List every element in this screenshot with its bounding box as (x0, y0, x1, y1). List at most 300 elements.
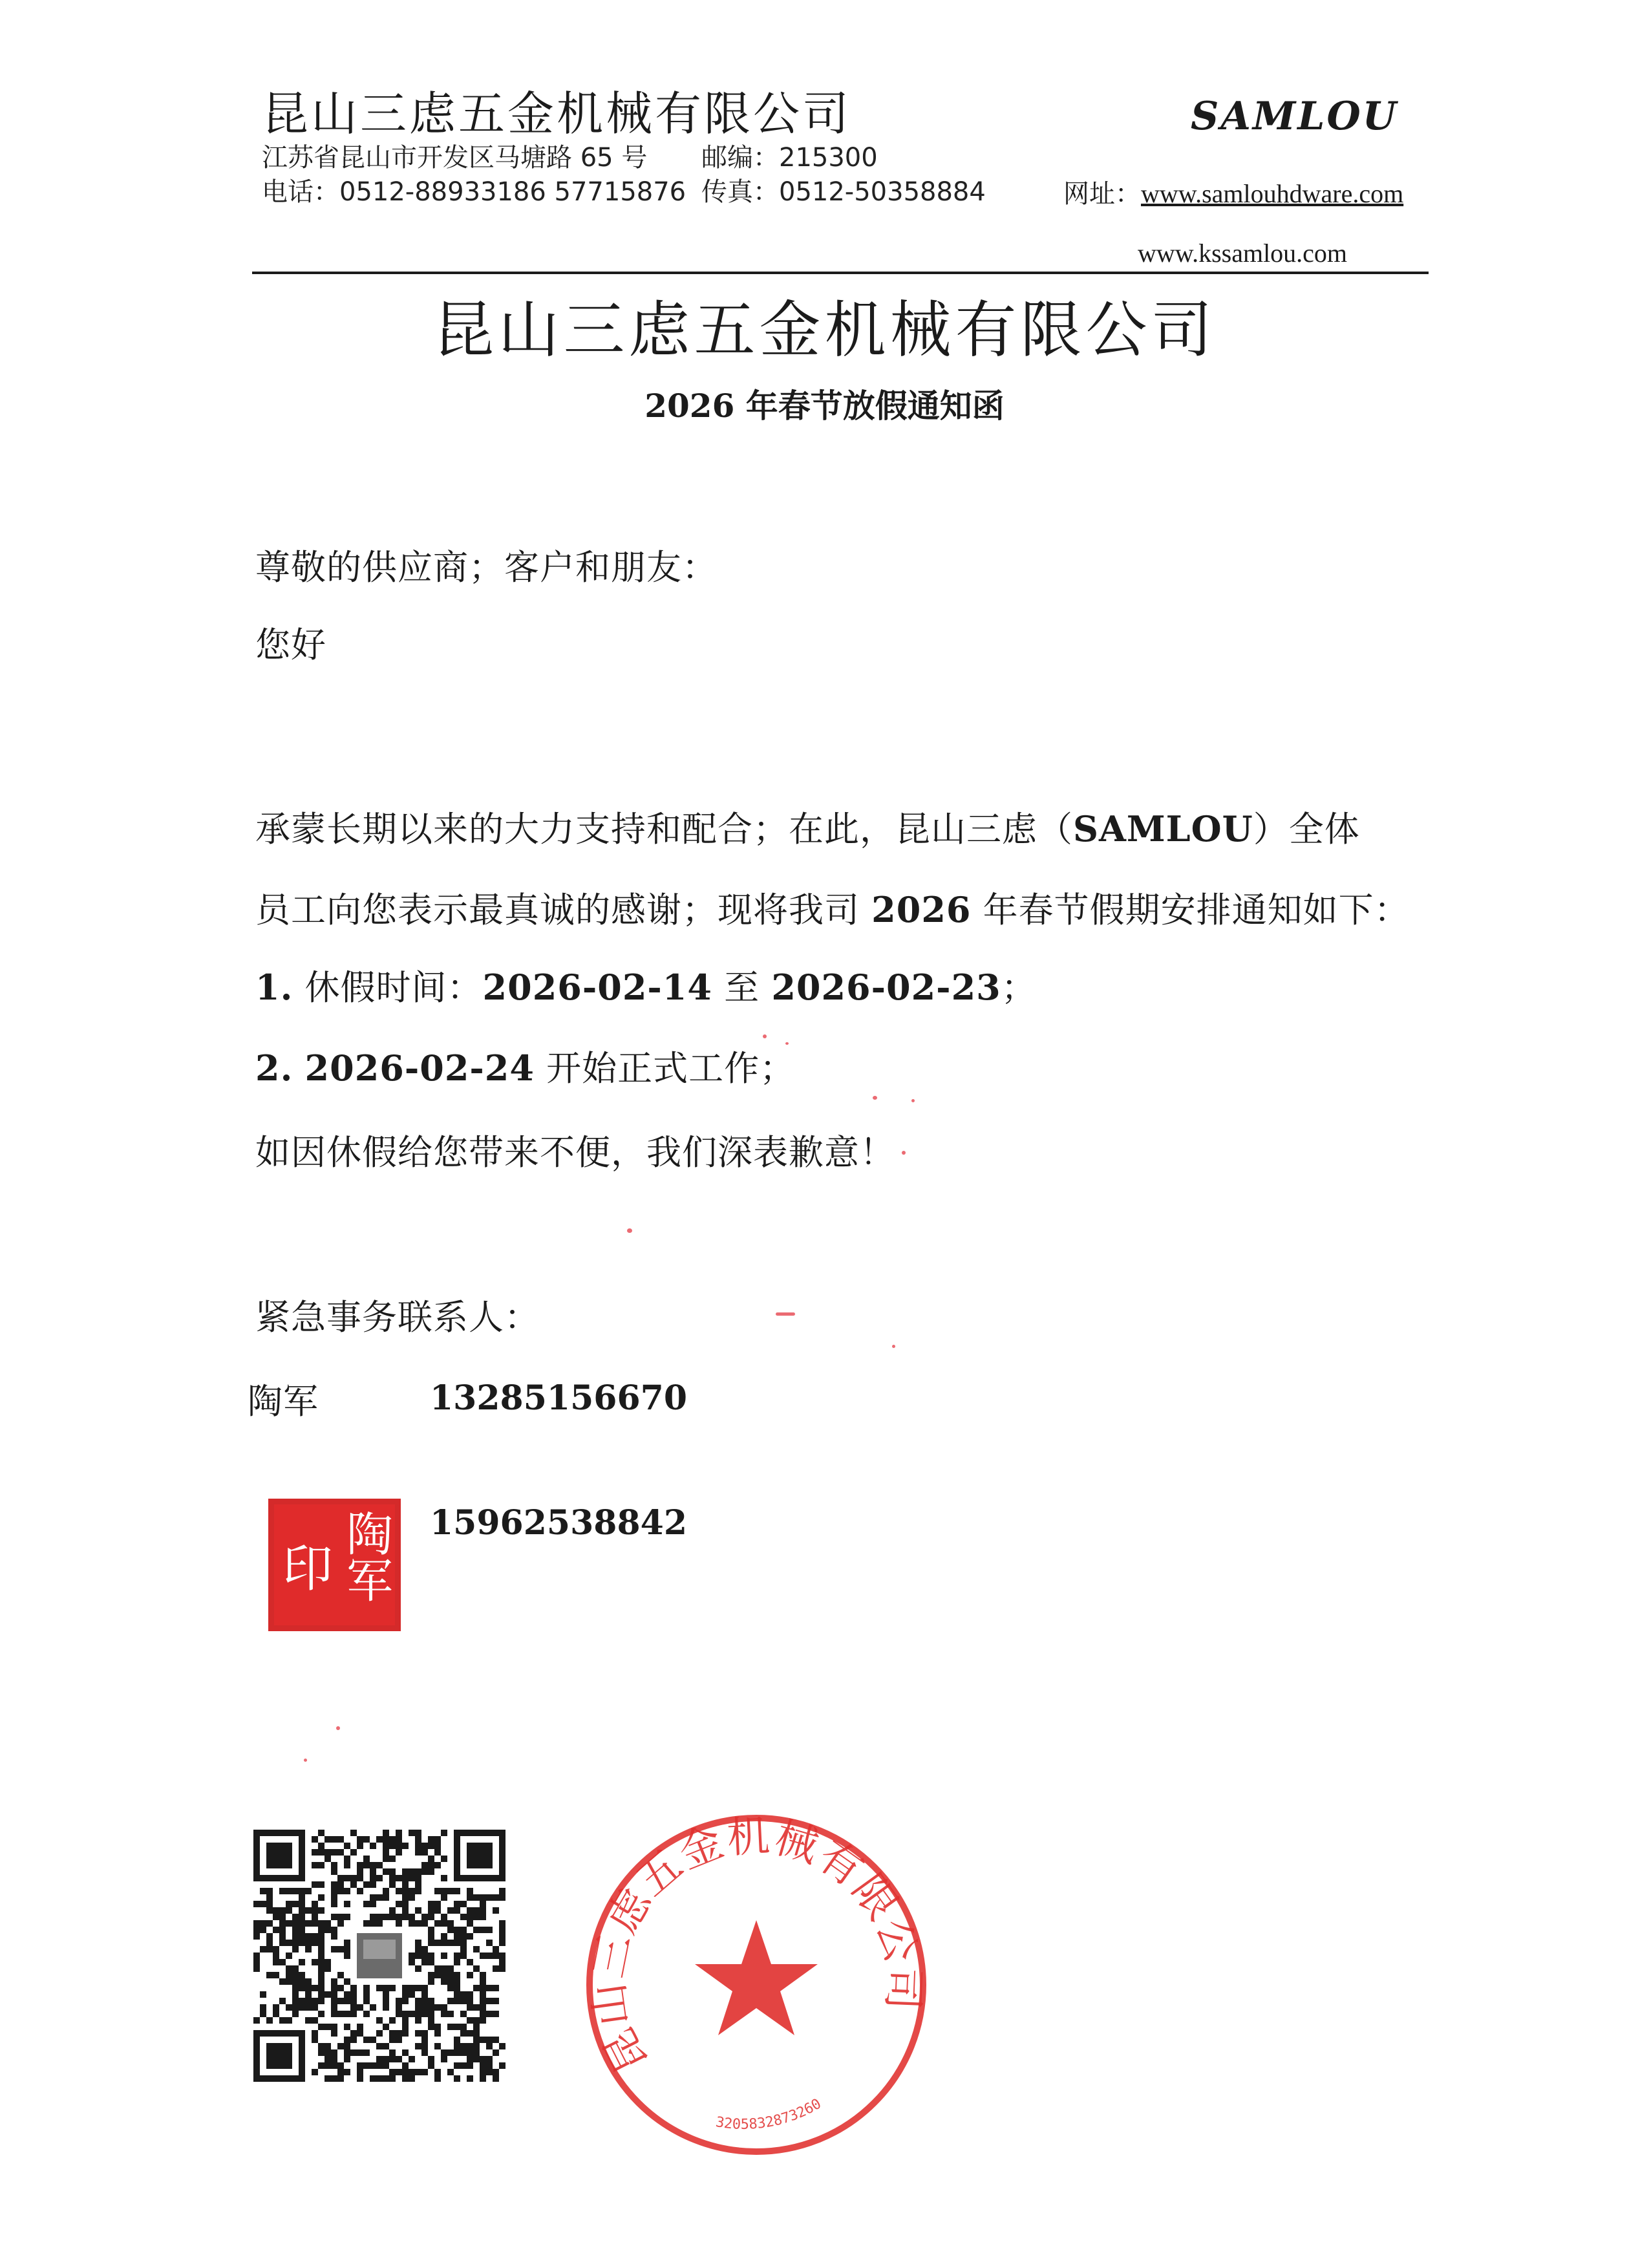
qr-module (266, 1907, 273, 1914)
ink-speck (776, 1312, 795, 1316)
qr-module (305, 1985, 312, 1991)
qr-module (467, 1888, 473, 1894)
qr-module (376, 1875, 383, 1881)
qr-module (402, 1914, 409, 1920)
qr-module (499, 1920, 505, 1927)
qr-module (415, 2004, 421, 2011)
text-span: ）全体 (1253, 809, 1360, 850)
qr-module (344, 1875, 350, 1881)
qr-module (441, 1952, 447, 1959)
qr-module (499, 1927, 505, 1933)
qr-module (415, 1843, 421, 1849)
qr-module (279, 1907, 286, 1914)
qr-module (324, 2062, 331, 2069)
qr-module (279, 1920, 286, 1927)
qr-module (428, 2017, 434, 2024)
qr-module (396, 2030, 402, 2037)
qr-module (389, 1856, 396, 1862)
qr-module (402, 1868, 409, 1875)
qr-module (292, 1901, 299, 1907)
qr-module (454, 1907, 460, 1914)
qr-module (370, 2037, 376, 2043)
qr-module (480, 1978, 486, 1985)
qr-module (421, 1985, 428, 1991)
qr-module (428, 1914, 434, 1920)
qr-module (331, 1946, 337, 1952)
qr-module (421, 2069, 428, 2075)
qr-module (292, 2004, 299, 2011)
qr-module (402, 1991, 409, 1998)
qr-module (480, 2037, 486, 2043)
qr-module (331, 1991, 337, 1998)
body-paragraph-1 (255, 802, 1360, 851)
qr-module (473, 1927, 480, 1933)
qr-module (480, 1901, 486, 1907)
qr-module (396, 2037, 402, 2043)
text-span: 员工向您表示最真诚的感谢；现将我司 (255, 890, 872, 930)
qr-module (318, 1843, 324, 1849)
qr-module (467, 2062, 473, 2069)
ink-speck (911, 1099, 915, 1102)
qr-module (486, 2056, 493, 2062)
qr-module (493, 2069, 499, 2075)
qr-module (434, 1843, 441, 1849)
qr-module (460, 1901, 467, 1907)
qr-module (454, 1998, 460, 2004)
qr-module (454, 1985, 460, 1991)
qr-module (486, 2062, 493, 2069)
qr-module (299, 1940, 305, 1946)
qr-module (421, 1959, 428, 1965)
qr-module (357, 1888, 363, 1894)
qr-module (337, 1914, 344, 1920)
qr-module (402, 2075, 409, 2082)
qr-module (434, 2030, 441, 2037)
qr-module (279, 1998, 286, 2004)
qr-module (324, 2043, 331, 2049)
qr-module (318, 1972, 324, 1978)
qr-module (499, 1952, 505, 1959)
qr-module (428, 1952, 434, 1959)
year-inline: 2026 (871, 889, 972, 930)
qr-module (389, 2056, 396, 2062)
qr-module (312, 2037, 318, 2043)
qr-module (370, 1901, 376, 1907)
qr-module (253, 1965, 260, 1972)
qr-module (383, 1991, 389, 1998)
qr-module (415, 1952, 421, 1959)
qr-module (312, 2017, 318, 2024)
qr-module (344, 2056, 350, 2062)
qr-module (493, 2075, 499, 2082)
qr-module (337, 1972, 344, 1978)
qr-module (286, 2017, 292, 2024)
qr-module (318, 2043, 324, 2049)
qr-module (324, 1849, 331, 1856)
qr-module (312, 1901, 318, 1907)
qr-module (447, 1978, 454, 1985)
qr-module (421, 1862, 428, 1868)
qr-module (363, 1836, 370, 1843)
qr-module (473, 1894, 480, 1901)
qr-module (415, 2011, 421, 2017)
qr-module (363, 1991, 370, 1998)
qr-module (344, 2024, 350, 2030)
qr-module (409, 1875, 415, 1881)
qr-module (428, 1927, 434, 1933)
qr-module (331, 1888, 337, 1894)
qr-module (486, 2011, 493, 2017)
qr-module (312, 1836, 318, 1843)
qr-module (292, 1940, 299, 1946)
qr-module (318, 1927, 324, 1933)
qr-module (266, 1894, 273, 1901)
qr-module (266, 1972, 273, 1978)
qr-module (260, 1920, 266, 1927)
qr-module (421, 2011, 428, 2017)
qr-module (318, 1933, 324, 1940)
qr-module (318, 1978, 324, 1985)
qr-module (428, 1862, 434, 1868)
qr-module (480, 1927, 486, 1933)
qr-module (292, 2011, 299, 2017)
qr-module (415, 1830, 421, 1836)
qr-module (253, 1952, 260, 1959)
qr-module (428, 1868, 434, 1875)
qr-module (292, 1946, 299, 1952)
document-subtitle: 2026 年春节放假通知函 (644, 387, 1005, 425)
qr-module (493, 2011, 499, 2017)
personal-seal (268, 1499, 401, 1631)
qr-module (396, 1830, 402, 1836)
qr-module (499, 1965, 505, 1972)
qr-module (292, 1927, 299, 1933)
qr-module (299, 1998, 305, 2004)
qr-module (409, 1830, 415, 1836)
letterhead-fax: 传真：0512-50358884 (701, 177, 986, 207)
qr-module (402, 2017, 409, 2024)
qr-module (370, 1843, 376, 1849)
qr-module (305, 1940, 312, 1946)
qr-module (337, 1946, 344, 1952)
qr-module (421, 2049, 428, 2056)
qr-module (409, 1952, 415, 1959)
qr-module (305, 1946, 312, 1952)
qr-module (331, 2011, 337, 2017)
qr-module (279, 1959, 286, 1965)
qr-module (434, 1836, 441, 1843)
qr-module (324, 2049, 331, 2056)
qr-module (428, 1998, 434, 2004)
qr-module (460, 1991, 467, 1998)
qr-module (260, 1901, 266, 1907)
qr-module (363, 2011, 370, 2017)
qr-module (331, 1894, 337, 1901)
qr-module (434, 2075, 441, 2082)
qr-module (363, 1998, 370, 2004)
apology-line: 如因休假给您带来不便，我们深表歉意！ (255, 1132, 895, 1173)
qr-module (441, 1978, 447, 1985)
qr-module (402, 2069, 409, 2075)
qr-module (299, 1901, 305, 1907)
qr-module (454, 2043, 460, 2049)
qr-module (286, 1907, 292, 1914)
qr-module (389, 1875, 396, 1881)
qr-module (318, 1862, 324, 1868)
contact-name: 陶军 (248, 1381, 319, 1422)
qr-module (421, 1843, 428, 1849)
qr-module (370, 2075, 376, 2082)
qr-module (473, 2037, 480, 2043)
qr-module (409, 1985, 415, 1991)
qr-module (344, 1862, 350, 1868)
qr-module (441, 1856, 447, 1862)
qr-module (350, 2037, 357, 2043)
qr-module (415, 1985, 421, 1991)
qr-module (363, 1985, 370, 1991)
qr-module (253, 2017, 260, 2024)
qr-module (292, 1920, 299, 1927)
item-number: 2. (255, 1047, 293, 1089)
qr-module (454, 1972, 460, 1978)
qr-module (324, 1927, 331, 1933)
qr-module (312, 1940, 318, 1946)
qr-module (331, 2030, 337, 2037)
qr-module (253, 1927, 260, 1933)
letterhead-postcode: 邮编：215300 (701, 143, 878, 173)
qr-module (292, 1888, 299, 1894)
qr-module (266, 1940, 273, 1946)
qr-module (279, 1940, 286, 1946)
qr-module (467, 1914, 473, 1920)
qr-module (376, 1920, 383, 1927)
qr-module (318, 2011, 324, 2017)
qr-module (337, 1836, 344, 1843)
qr-module (499, 1940, 505, 1946)
qr-module (441, 1894, 447, 1901)
qr-module (344, 2011, 350, 2017)
qr-module (454, 2037, 460, 2043)
qr-module (473, 2017, 480, 2024)
qr-module (305, 1998, 312, 2004)
qr-module (363, 2049, 370, 2056)
qr-module (350, 1998, 357, 2004)
qr-module (473, 2043, 480, 2049)
qr-module (421, 1946, 428, 1952)
qr-module (415, 1849, 421, 1856)
holiday-period-item (255, 960, 1037, 1010)
qr-module (331, 2056, 337, 2062)
qr-module (467, 1991, 473, 1998)
qr-module (396, 1888, 402, 1894)
ink-speck (902, 1151, 906, 1155)
qr-module (312, 2030, 318, 2037)
qr-module (473, 1985, 480, 1991)
qr-module (441, 2049, 447, 2056)
qr-module (357, 2049, 363, 2056)
qr-module (389, 1985, 396, 1991)
qr-module (331, 1985, 337, 1991)
qr-module (286, 1888, 292, 1894)
qr-module (331, 1836, 337, 1843)
qr-module (305, 1978, 312, 1985)
qr-module (428, 2011, 434, 2017)
qr-module (389, 1914, 396, 1920)
qr-module (312, 1959, 318, 1965)
qr-module (460, 1927, 467, 1933)
qr-module (396, 1836, 402, 1843)
ink-speck (785, 1042, 789, 1045)
qr-module (318, 1991, 324, 1998)
qr-module (460, 1946, 467, 1952)
ink-speck (873, 1096, 877, 1100)
qr-module (299, 1914, 305, 1920)
qr-code (253, 1830, 505, 2082)
qr-module (454, 2049, 460, 2056)
qr-module (292, 1985, 299, 1991)
qr-module (415, 1965, 421, 1972)
qr-module (454, 1991, 460, 1998)
qr-module (370, 1920, 376, 1927)
qr-module (363, 1862, 370, 1868)
qr-module (467, 1920, 473, 1927)
qr-module (370, 1881, 376, 1888)
qr-module (363, 1856, 370, 1862)
qr-module (344, 1888, 350, 1894)
qr-module (331, 1868, 337, 1875)
qr-module (331, 1862, 337, 1868)
qr-module (376, 2030, 383, 2037)
qr-module (421, 1991, 428, 1998)
qr-module (396, 2004, 402, 2011)
qr-module (370, 1894, 376, 1901)
qr-module (415, 1920, 421, 1927)
qr-module (273, 1946, 279, 1952)
qr-module (421, 1952, 428, 1959)
qr-module (480, 2011, 486, 2017)
qr-module (409, 1894, 415, 1901)
qr-module (383, 2043, 389, 2049)
qr-module (454, 2075, 460, 2082)
qr-module (305, 1907, 312, 1914)
qr-module (415, 1946, 421, 1952)
qr-module (493, 1965, 499, 1972)
qr-module (460, 2049, 467, 2056)
qr-module (480, 1991, 486, 1998)
seal-name: 陶军 (339, 1510, 393, 1603)
qr-module (441, 1875, 447, 1881)
qr-module (460, 1933, 467, 1940)
qr-module (376, 2075, 383, 2082)
qr-module (305, 2017, 312, 2024)
qr-module (383, 1868, 389, 1875)
qr-module (344, 1952, 350, 1959)
qr-module (441, 2011, 447, 2017)
qr-module (370, 2004, 376, 2011)
qr-module (376, 2043, 383, 2049)
qr-module (324, 1856, 331, 1862)
qr-module (467, 2017, 473, 2024)
qr-module (447, 1927, 454, 1933)
qr-module (434, 1920, 441, 1927)
text-span: 开始正式工作； (534, 1048, 796, 1089)
qr-module (266, 1946, 273, 1952)
qr-module (421, 1920, 428, 1927)
qr-module (467, 1933, 473, 1940)
qr-module (318, 1952, 324, 1959)
qr-module (350, 2049, 357, 2056)
qr-module (441, 1830, 447, 1836)
qr-module (441, 1965, 447, 1972)
qr-module (324, 1920, 331, 1927)
qr-module (473, 1907, 480, 1914)
qr-module (376, 2017, 383, 2024)
qr-module (409, 1959, 415, 1965)
qr-module (415, 2030, 421, 2037)
qr-module (467, 2075, 473, 2082)
qr-module (292, 1965, 299, 1972)
qr-module (318, 1881, 324, 1888)
qr-module (409, 1920, 415, 1927)
qr-module (454, 1978, 460, 1985)
brand-logo-text: SAMLOU (1191, 94, 1399, 139)
qr-module (389, 1907, 396, 1914)
qr-module (499, 1933, 505, 1940)
qr-module (428, 1843, 434, 1849)
qr-module (331, 1901, 337, 1907)
qr-module (441, 1933, 447, 1940)
qr-module (337, 1875, 344, 1881)
qr-module (357, 2062, 363, 2069)
qr-module (344, 2037, 350, 2043)
qr-module (383, 2024, 389, 2030)
website-link[interactable]: www.samlouhdware.com (1141, 179, 1404, 208)
qr-module (357, 2030, 363, 2037)
website-link-secondary[interactable]: www.kssamlou.com (1138, 239, 1348, 268)
qr-module (389, 1836, 396, 1843)
qr-module (499, 2062, 505, 2069)
qr-module (473, 2024, 480, 2030)
qr-module (299, 1959, 305, 1965)
qr-module (292, 1978, 299, 1985)
qr-module (331, 1881, 337, 1888)
qr-module (480, 1952, 486, 1959)
qr-module (331, 2075, 337, 2082)
qr-module (480, 2017, 486, 2024)
qr-module (337, 2075, 344, 2082)
holiday-end-date: 2026-02-23 (771, 967, 1001, 1008)
qr-module (299, 1888, 305, 1894)
qr-module (486, 1985, 493, 1991)
qr-module (460, 2043, 467, 2049)
qr-module (421, 2004, 428, 2011)
qr-module (383, 2004, 389, 2011)
qr-module (396, 1914, 402, 1920)
qr-module (357, 2024, 363, 2030)
qr-module (383, 2075, 389, 2082)
qr-module (447, 1907, 454, 1914)
qr-module (318, 1894, 324, 1901)
qr-module (312, 1998, 318, 2004)
body-paragraph-2 (255, 883, 1410, 932)
qr-module (318, 1946, 324, 1952)
qr-module (467, 2056, 473, 2062)
qr-module (460, 2062, 467, 2069)
qr-module (460, 2024, 467, 2030)
qr-module (357, 2069, 363, 2075)
qr-module (383, 1888, 389, 1894)
qr-module (493, 1998, 499, 2004)
